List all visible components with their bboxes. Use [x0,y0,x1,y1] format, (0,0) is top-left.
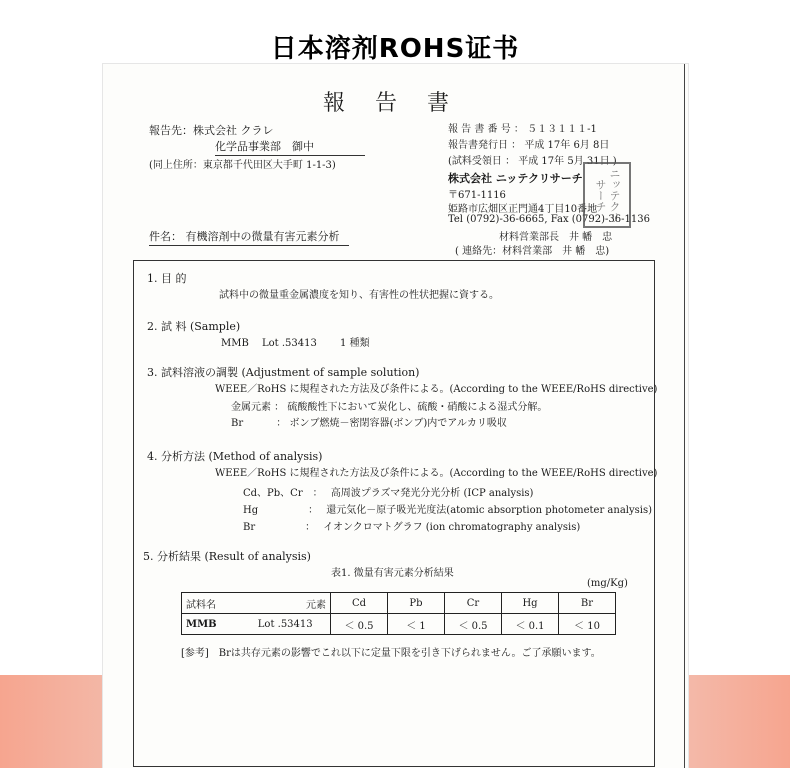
section-5-title: 5. 分析結果 (Result of analysis) [143,550,311,563]
row-lot: Lot .53413 [257,618,313,630]
document-heading: 報告書 [323,91,480,116]
row-sample: MMB [186,618,217,630]
contact: ( 連絡先：材料営業部 井 幡 忠) [455,246,610,257]
decorative-band-right [688,675,790,768]
table-row [182,614,616,635]
section-4-line2: Cd、Pb、Cr ： 高周波プラズマ発光分光分析 (ICP analysis) [243,488,534,499]
section-2-title: 2. 試 料 (Sample) [147,320,241,333]
header-br: Br [559,593,616,614]
page-title: 日本溶剂ROHS证书 [270,34,520,64]
section-3-line3: Br ： ボンブ燃焼－密閉容器(ボンブ)内でアルカリ吸収 [231,418,507,429]
value-hg: ＜ 0.1 [502,614,559,635]
company-phone: Tel (0792)-36-6665, Fax (0792)-36-1136 [448,214,650,225]
recipient-line3: (同上住所：東京都千代田区大手町 1-1-3) [149,160,336,171]
recipient-line1: 報告先：株式会社 クラレ [149,124,274,137]
certificate-document [103,64,688,768]
section-4-title: 4. 分析方法 (Method of analysis) [147,450,323,463]
manager: 材料営業部長 井 幡 忠 [499,232,613,243]
subject: 件名： 有機溶剤中の微量有害元素分析 [149,228,349,246]
section-3-line1: WEEE／RoHS に規程された方法及び条件による。(According to the WEEE/RoHS directive) [215,384,658,395]
company-address: 姫路市広畑区正門通4丁目10番地 [448,204,598,215]
section-4-line4: Br ： イオンクロマトグラフ (ion chromatography analysis) [243,522,581,533]
value-pb: ＜ 1 [388,614,445,635]
header-sample: 試料名 [186,599,216,611]
header-pb: Pb [388,593,445,614]
row-sample-cell [182,614,331,635]
header-element: 元素 [306,599,326,611]
section-1-body: 試料中の微量重金属濃度を知り、有害性の性状把握に資する。 [219,290,499,301]
header-cr: Cr [445,593,502,614]
header-cd: Cd [331,593,388,614]
table-header-row [182,593,616,614]
section-3-line2: 金属元素 ： 硫酸酸性下において炭化し、硫酸・硝酸による湿式分解。 [231,402,548,413]
decorative-band-left [0,675,103,768]
reference-note: [参考] Brは共存元素の影響でこれ以下に定量下限を引き下げられません。ご了承願います。 [181,648,601,659]
value-br: ＜ 10 [559,614,616,635]
header-hg: Hg [502,593,559,614]
section-3-title: 3. 試料溶液の調製 (Adjustment of sample solution) [147,366,420,379]
postal-code: 〒671-1116 [448,190,506,201]
company-seal-stamp: ニッテクリサーチ [583,162,631,228]
value-cd: ＜ 0.5 [331,614,388,635]
company-name: 株式会社 ニッテクリサーチ [448,172,583,185]
receipt-date: (試料受領日 ： 平成 17年 5月 31日 ) [448,156,617,167]
report-number: 報 告 書 番 号 ： ５１３１１１-1 [448,124,597,135]
document-edge-line [684,64,685,768]
recipient-line2: 化学品事業部 御中 [215,138,365,156]
section-1-title: 1. 目 的 [147,272,187,285]
value-cr: ＜ 0.5 [445,614,502,635]
results-table [181,592,616,635]
section-4-line1: WEEE／RoHS に規程された方法及び条件による。(According to the WEEE/RoHS directive) [215,468,658,479]
report-date: 報告書発行日 ： 平成 17年 6月 8日 [448,140,610,151]
header-sample-cell [182,593,331,614]
unit-label: (mg/Kg) [587,578,628,589]
section-2-body: MMB Lot .53413 1 種類 [221,338,370,349]
section-4-line3: Hg ： 還元気化－原子吸光光度法(atomic absorption photometer analysis) [243,505,652,516]
table-caption: 表1. 微量有害元素分析結果 [331,568,454,579]
